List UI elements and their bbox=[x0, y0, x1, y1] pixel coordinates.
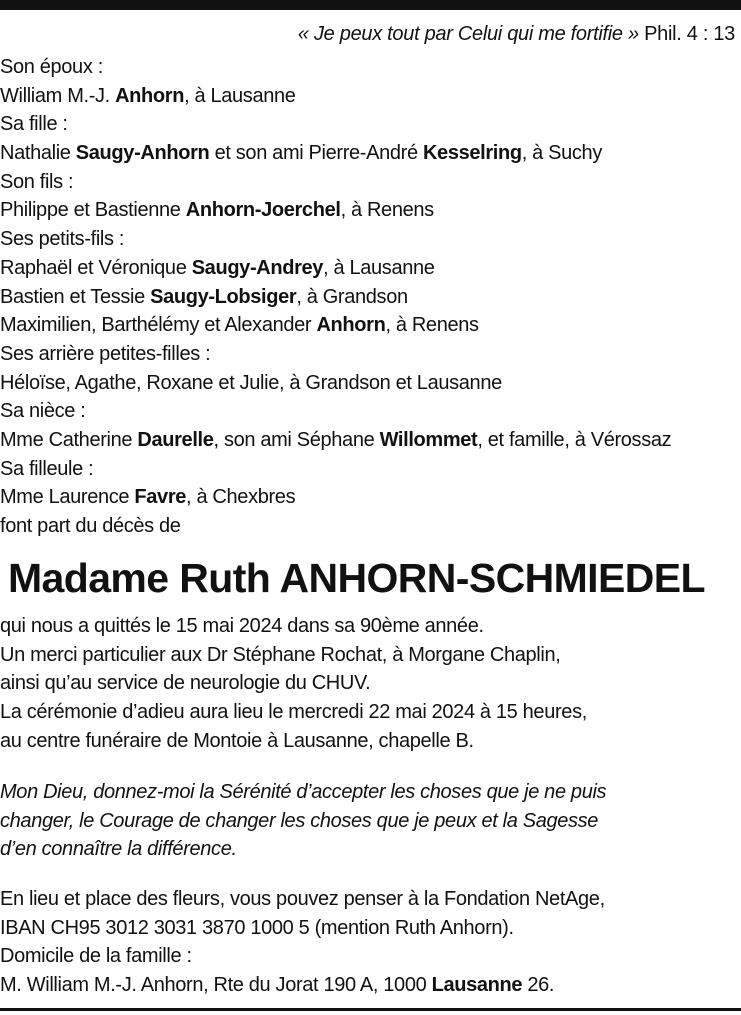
family-line bbox=[0, 225, 741, 254]
prayer-line bbox=[0, 778, 741, 807]
text-run: M. William M.-J. Anhorn, Rte du Jorat 190 A, 1000 bbox=[0, 974, 432, 997]
text-run: , à Chexbres bbox=[186, 486, 296, 509]
family-line bbox=[0, 483, 741, 512]
closing-paragraph bbox=[0, 885, 741, 1000]
text-run: IBAN CH95 3012 3031 3870 1000 5 (mention Ruth Anhorn). bbox=[0, 916, 514, 939]
text-run: Mon Dieu, donnez-moi la Sérénité d’accepter les choses que je ne puis bbox=[0, 781, 607, 803]
text-run: Mme Laurence bbox=[0, 486, 135, 509]
text-run: , à Lausanne bbox=[184, 84, 296, 107]
prayer-paragraph bbox=[0, 778, 741, 864]
details-paragraph bbox=[0, 612, 741, 755]
family-line bbox=[0, 53, 741, 82]
family-line bbox=[0, 455, 741, 484]
text-run: Mme Catherine bbox=[0, 428, 138, 451]
closing-line bbox=[0, 942, 741, 971]
text-run: changer, le Courage de changer les choses que je peux et la Sagesse bbox=[0, 809, 599, 832]
family-line bbox=[0, 82, 741, 111]
bold-name-text: Anhorn bbox=[316, 314, 386, 337]
text-run: Sa fille : bbox=[0, 113, 68, 136]
text-run: ainsi qu’au service de neurologie du CHUV. bbox=[0, 672, 371, 695]
bold-name-text: Saugy-Anhorn bbox=[75, 142, 210, 165]
family-list bbox=[0, 53, 741, 541]
details-line bbox=[0, 641, 741, 670]
bold-name-text: Anhorn-Joerchel bbox=[185, 199, 341, 222]
text-run: Héloïse, Agathe, Roxane et Julie, à Grandson et Lausanne bbox=[0, 371, 502, 394]
family-line bbox=[0, 311, 741, 340]
text-run: Maximilien, Barthélémy et Alexander bbox=[0, 314, 317, 337]
bold-name-text: Lausanne bbox=[431, 974, 523, 997]
text-run: Domicile de la famille : bbox=[0, 945, 192, 968]
text-run: Sa filleule : bbox=[0, 457, 94, 480]
text-run: Sa nièce : bbox=[0, 400, 86, 423]
prayer-line bbox=[0, 835, 741, 864]
text-run: , et famille, à Vérossaz bbox=[477, 428, 672, 451]
text-run: William M.-J. bbox=[0, 84, 116, 107]
prayer-line bbox=[0, 807, 741, 836]
text-run: , son ami Séphane bbox=[213, 428, 380, 451]
text-run: et son ami Pierre-André bbox=[209, 142, 423, 165]
text-run: , à Renens bbox=[385, 314, 479, 337]
family-line bbox=[0, 283, 741, 312]
family-line bbox=[0, 110, 741, 139]
text-run: , à Lausanne bbox=[323, 256, 435, 279]
bold-name-text: Anhorn bbox=[115, 84, 185, 107]
family-line bbox=[0, 196, 741, 225]
top-rule bbox=[0, 0, 741, 10]
text-run: , à Suchy bbox=[521, 142, 602, 165]
bold-name-text: Kesselring bbox=[422, 142, 522, 165]
epigraph-reference: Phil. 4 : 13 bbox=[644, 23, 735, 45]
details-line bbox=[0, 669, 741, 698]
text-run: Ses arrière petites-filles : bbox=[0, 342, 211, 365]
text-run: Son fils : bbox=[0, 170, 74, 193]
text-run: , à Grandson bbox=[296, 285, 408, 308]
family-line bbox=[0, 397, 741, 426]
text-run: En lieu et place des fleurs, vous pouvez penser à la Fondation NetAge, bbox=[0, 888, 605, 910]
family-line bbox=[0, 512, 741, 541]
bottom-rule bbox=[0, 1008, 741, 1011]
text-run: d’en connaître la différence. bbox=[0, 838, 237, 861]
family-line bbox=[0, 168, 741, 197]
epigraph bbox=[298, 20, 735, 48]
text-run: Bastien et Tessie bbox=[0, 285, 151, 308]
closing-line bbox=[0, 885, 741, 914]
text-run: La cérémonie d’adieu aura lieu le mercredi 22 mai 2024 à 15 heures, bbox=[0, 701, 587, 724]
text-run: qui nous a quittés le 15 mai 2024 dans sa 90ème année. bbox=[0, 615, 484, 637]
details-line bbox=[0, 698, 741, 727]
closing-line bbox=[0, 914, 741, 943]
text-run: font part du décès de bbox=[0, 515, 181, 537]
text-run: Philippe et Bastienne bbox=[0, 199, 186, 222]
details-line bbox=[0, 727, 741, 756]
family-line bbox=[0, 369, 741, 398]
text-run: Nathalie bbox=[0, 142, 76, 165]
epigraph-quote: « Je peux tout par Celui qui me fortifie » bbox=[297, 23, 639, 45]
family-line bbox=[0, 139, 741, 168]
text-run: Raphaël et Véronique bbox=[0, 256, 192, 279]
bold-name-text: Saugy-Andrey bbox=[191, 256, 324, 279]
details-line bbox=[0, 612, 741, 641]
text-run: au centre funéraire de Montoie à Lausanne, chapelle B. bbox=[0, 729, 474, 752]
text-run: Un merci particulier aux Dr Stéphane Rochat, à Morgane Chaplin, bbox=[0, 643, 561, 666]
text-run: , à Renens bbox=[340, 199, 434, 222]
text-run: Ses petits-fils : bbox=[0, 228, 125, 251]
text-run: 26. bbox=[522, 974, 555, 997]
closing-line bbox=[0, 971, 741, 1000]
bold-name-text: Favre bbox=[134, 486, 187, 509]
family-line bbox=[0, 340, 741, 369]
bold-name-text: Willommet bbox=[379, 428, 478, 451]
bold-name-text: Saugy-Lobsiger bbox=[150, 285, 297, 308]
family-line bbox=[0, 254, 741, 283]
deceased-name: Madame Ruth ANHORN-SCHMIEDEL bbox=[8, 555, 705, 601]
family-line bbox=[0, 426, 741, 455]
text-run: Son époux : bbox=[0, 56, 103, 78]
bold-name-text: Daurelle bbox=[137, 428, 214, 451]
